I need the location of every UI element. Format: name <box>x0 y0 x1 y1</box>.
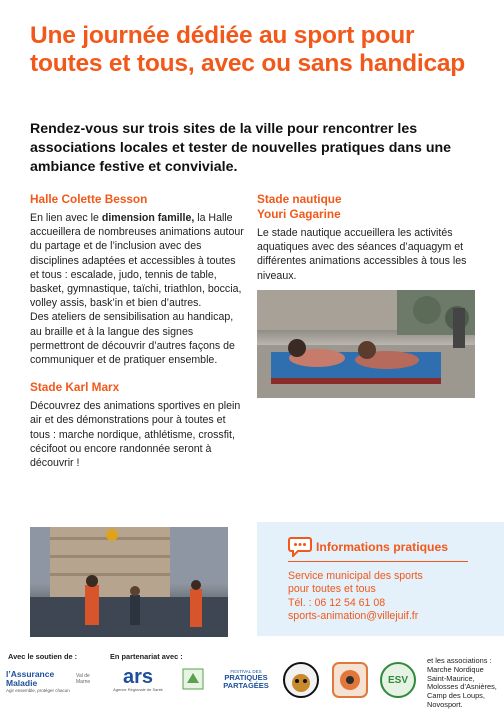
karl-marx-photo-illustration <box>30 527 228 637</box>
intro-paragraph: Rendez-vous sur trois sites de la ville pour rencontrer les associations locales et tester de nouvelles pratiques dans une ambiance festive et conviviale. <box>30 121 452 175</box>
speech-bubble-icon <box>288 537 312 562</box>
section-title-halle: Halle Colette Besson <box>30 192 148 206</box>
karl-text: Découvrez des animations sportives en plein air et des démonstrations pour à toutes et tous : marche nordique, athlétisme, crossfit, cécifoot ou encore randonnée seront à découvrir ! <box>30 400 241 470</box>
section-title-karl: Stade Karl Marx <box>30 380 120 395</box>
pratiques-text: PRATIQUES PARTAGÉES <box>223 672 269 690</box>
right-column <box>257 192 477 283</box>
club-logo-1 <box>282 660 320 700</box>
pratiques-partagees-logo <box>216 662 276 696</box>
partenariat-label: En partenariat avec : <box>110 652 183 661</box>
partner-logo-green <box>176 666 210 692</box>
esv-logo <box>378 660 418 700</box>
page-title: Une journée dédiée au sport pour toutes et tous, avec ou sans handicap <box>30 22 466 77</box>
nautique-title-line2: Youri Gagarine <box>257 207 341 221</box>
pratiques-top: FESTIVAL DES <box>230 668 262 674</box>
karl-marx-photo <box>30 527 228 637</box>
nautique-title-line1: Stade nautique <box>257 192 342 206</box>
assurance-maladie-text: l’Assurance Maladie <box>6 668 55 688</box>
assurance-maladie-sub: Agir ensemble, protéger chacun <box>6 687 70 693</box>
ars-sub: Agence Régionale de Santé <box>113 686 163 692</box>
halle-text-2: Des ateliers de sensibilisation au handicap, au braille et à la langue des signes permettront de découvrir d’autres façons de communiquer et de pratiquer ensemble. <box>30 311 235 367</box>
nautique-text: Le stade nautique accueillera les activités aquatiques avec des séances d’aquagym et différentes animations accessibles à tous les niveaux. <box>257 227 467 282</box>
ars-text: ars <box>122 665 154 688</box>
halle-text-post: la Halle accueillera de nombreuses animations autour du partage et de l’inclusion avec des disciplines adaptées et accessibles à toutes et tous : escalade, judo, tennis de table, basket, gymnastique, taïchi, triathlon, boccia, volley assis, bask’in et bien d’autres. <box>30 212 244 310</box>
assurance-maladie-logo <box>6 668 70 694</box>
halle-text <box>30 211 244 310</box>
left-column <box>30 192 244 470</box>
halle-text-pre: En lien avec le <box>30 212 102 224</box>
info-divider <box>288 561 468 562</box>
section-title-nautique <box>257 192 477 222</box>
club-logo-2 <box>330 660 370 700</box>
nautique-photo-illustration <box>257 290 475 398</box>
esv-text: ESV <box>387 674 408 686</box>
info-phone[interactable]: Tél. : 06 12 54 61 08 <box>288 596 386 609</box>
info-email[interactable]: sports-animation@villejuif.fr <box>288 609 419 622</box>
val-de-marne-logo: Val de Marne <box>76 673 91 685</box>
info-line2: pour toutes et tous <box>288 583 376 596</box>
halle-text-bold: dimension famille, <box>101 212 195 224</box>
info-title: Informations pratiques <box>316 540 449 554</box>
nautique-photo <box>257 290 475 398</box>
ars-logo <box>112 664 164 694</box>
info-line1: Service municipal des sports <box>288 570 423 582</box>
soutien-label: Avec le soutien de : <box>8 652 78 661</box>
info-text <box>288 570 488 623</box>
associations-text: et les associations : Marche Nordique Saint-Maurice, Molosses d’Asnières, Camp des Loups, Novosport. <box>427 656 497 709</box>
